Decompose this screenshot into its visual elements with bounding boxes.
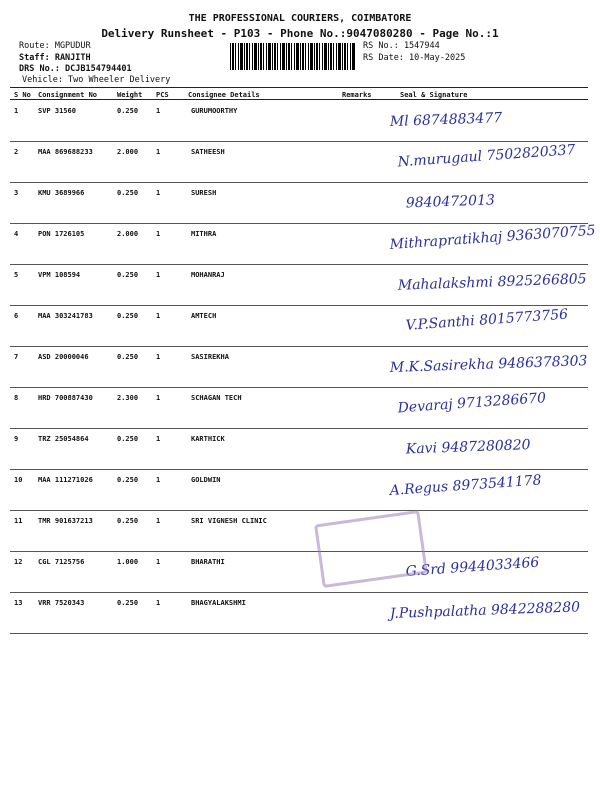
table-row [10,346,588,388]
handwritten-signature [380,469,590,510]
handwritten-signature [380,428,590,469]
handwritten-signature [380,141,590,182]
row-consignee: BHAGYALAKSHMI [191,599,246,607]
col-pcs: PCS [156,91,169,99]
row-sno: 5 [14,271,19,279]
row-consignment: ASD 20000046 [38,353,89,361]
row-pcs: 1 [156,230,161,238]
row-pcs: 1 [156,148,161,156]
row-consignee: GURUMOORTHY [191,107,238,115]
rs-number: RS No.: 1547944 [363,41,440,51]
svg-text:Ml 6874883477: Ml 6874883477 [389,110,503,130]
row-weight: 0.250 [117,312,139,320]
row-weight: 0.250 [117,353,139,361]
col-seal-signature: Seal & Signature [400,91,468,99]
handwritten-signature [380,387,590,428]
row-weight: 0.250 [117,517,139,525]
handwritten-signature [380,100,590,141]
table-row [10,100,588,142]
table-row [10,222,597,265]
row-consignee: MITHRA [191,230,217,238]
row-consignee: KARTHICK [191,435,225,443]
table-row [10,264,588,306]
handwritten-signature [380,305,590,346]
row-pcs: 1 [156,599,161,607]
route-label: Route: MGPUDUR [19,41,91,51]
row-consignment: MAA 111271026 [38,476,93,484]
row-consignment: CGL 7125756 [38,558,85,566]
rs-date: RS Date: 10-May-2025 [363,53,466,63]
row-consignment: HRD 700887430 [38,394,93,402]
table-row [10,469,588,511]
header-top-rule [10,87,588,88]
row-sno: 2 [14,148,19,156]
row-pcs: 1 [156,312,161,320]
row-sno: 11 [14,517,23,525]
row-sno: 9 [14,435,19,443]
row-consignee: SURESH [191,189,217,197]
row-weight: 0.250 [117,271,139,279]
row-sno: 7 [14,353,19,361]
handwritten-signature [380,592,590,633]
table-row [10,551,588,593]
drs-label: DRS No.: DCJB154794401 [19,64,132,74]
handwritten-signature [380,182,590,223]
row-pcs: 1 [156,558,161,566]
row-sno: 1 [14,107,19,115]
runsheet-title: Delivery Runsheet - P103 - Phone No.:9047080280 - Page No.:1 [101,27,499,40]
row-consignment: TMR 901637213 [38,517,93,525]
svg-text:A.Regus 8973541178: A.Regus 8973541178 [389,472,542,499]
row-weight: 0.250 [117,599,139,607]
row-consignee: BHARATHI [191,558,225,566]
svg-text:Devaraj 9713286670: Devaraj 9713286670 [397,390,547,417]
svg-text:J.Pushpalatha 9842288280: J.Pushpalatha 9842288280 [389,599,581,622]
row-consignee: SRI VIGNESH CLINIC [191,517,267,525]
row-pcs: 1 [156,394,161,402]
row-weight: 0.250 [117,476,139,484]
row-sno: 3 [14,189,19,197]
row-pcs: 1 [156,271,161,279]
svg-text:N.murugaul 7502820337: N.murugaul 7502820337 [397,142,576,171]
row-consignee: MOHANRAJ [191,271,225,279]
table-row [10,428,588,470]
row-consignment: PON 1726105 [38,230,85,238]
col-consignee: Consignee Details [188,91,260,99]
table-row [10,387,588,429]
row-consignment: TRZ 25054864 [38,435,89,443]
row-weight: 0.250 [117,107,139,115]
row-consignee: SASIREKHA [191,353,229,361]
barcode-image [230,43,356,70]
svg-text:9840472013: 9840472013 [405,192,496,212]
row-weight: 1.000 [117,558,139,566]
row-sno: 8 [14,394,19,402]
row-pcs: 1 [156,107,161,115]
svg-text:Kavi 9487280820: Kavi 9487280820 [405,437,531,458]
row-weight: 0.250 [117,189,139,197]
row-consignee: SCHAGAN TECH [191,394,242,402]
row-weight: 2.300 [117,394,139,402]
row-sno: 4 [14,230,19,238]
row-consignment: MAA 869688233 [38,148,93,156]
company-title: THE PROFESSIONAL COURIERS, COIMBATORE [188,13,412,24]
svg-text:V.P.Santhi 8015773756: V.P.Santhi 8015773756 [405,306,569,334]
row-consignment: KMU 3689966 [38,189,85,197]
table-row [10,182,588,224]
table-row [10,510,588,552]
row-weight: 2.000 [117,230,139,238]
row-sno: 12 [14,558,23,566]
row-pcs: 1 [156,189,161,197]
staff-label: Staff: RANJITH [19,53,91,63]
handwritten-signature [380,222,597,264]
svg-text:G.Srd 9944033466: G.Srd 9944033466 [405,554,540,580]
row-consignment: SVP 31560 [38,107,76,115]
row-consignee: AMTECH [191,312,217,320]
vehicle-label: Vehicle: Two Wheeler Delivery [22,75,171,85]
row-consignment: MAA 303241783 [38,312,93,320]
row-sno: 6 [14,312,19,320]
row-consignee: SATHEESH [191,148,225,156]
svg-text:Mahalakshmi 8925266805: Mahalakshmi 8925266805 [397,271,587,294]
col-weight: Weight [117,91,143,99]
row-pcs: 1 [156,517,161,525]
col-remarks: Remarks [342,91,372,99]
table-row [10,592,588,634]
svg-text:Mithrapratikhaj 9363070755: Mithrapratikhaj 9363070755 [389,222,597,253]
row-sno: 10 [14,476,23,484]
svg-text:M.K.Sasirekha 9486378303: M.K.Sasirekha 9486378303 [389,353,588,376]
table-row [10,141,588,183]
handwritten-signature [380,264,590,305]
row-consignment: VRR 7520343 [38,599,85,607]
handwritten-signature [380,346,590,387]
table-row [10,305,588,347]
row-weight: 0.250 [117,435,139,443]
col-sno: S No [14,91,31,99]
row-pcs: 1 [156,435,161,443]
col-consignment: Consignment No [38,91,98,99]
row-weight: 2.000 [117,148,139,156]
row-consignee: GOLDWIN [191,476,221,484]
row-pcs: 1 [156,353,161,361]
row-consignment: VPM 108594 [38,271,81,279]
row-sno: 13 [14,599,23,607]
row-pcs: 1 [156,476,161,484]
